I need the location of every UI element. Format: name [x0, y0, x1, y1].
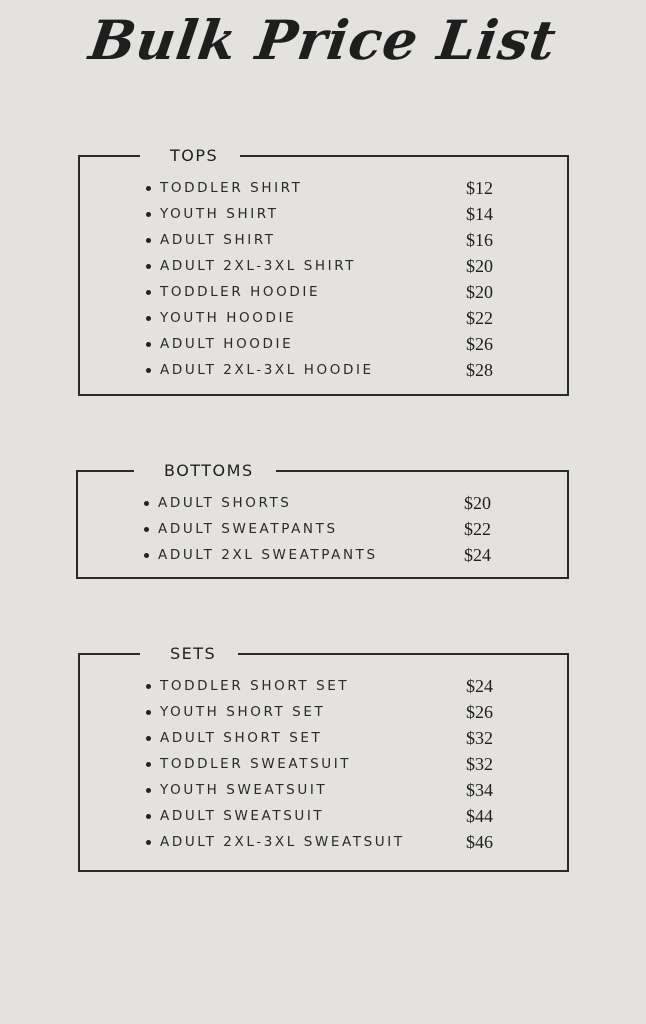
list-item — [146, 778, 546, 804]
item-name: YOUTH SHORT SET — [160, 704, 326, 720]
list-item — [146, 674, 546, 700]
bullet-icon — [146, 762, 151, 767]
item-price: $20 — [464, 493, 491, 513]
list-item — [146, 306, 546, 332]
list-item — [146, 254, 546, 280]
list-item — [144, 491, 544, 517]
bullet-icon — [146, 238, 151, 243]
list-item — [146, 202, 546, 228]
item-name: TODDLER HOODIE — [160, 284, 321, 300]
item-price: $44 — [466, 806, 493, 826]
item-price: $16 — [466, 230, 493, 250]
item-price: $24 — [466, 676, 493, 696]
list-item — [144, 517, 544, 543]
bullet-icon — [146, 684, 151, 689]
list-item — [146, 830, 546, 856]
item-price: $20 — [466, 282, 493, 302]
item-name: ADULT 2XL-3XL SWEATSUIT — [160, 834, 405, 850]
item-price: $28 — [466, 360, 493, 380]
item-name: ADULT SWEATSUIT — [160, 808, 325, 824]
item-name: ADULT SHIRT — [160, 232, 276, 248]
item-price: $32 — [466, 754, 493, 774]
item-price: $24 — [464, 545, 491, 565]
section-label: SETS — [140, 642, 238, 666]
section-label: BOTTOMS — [134, 459, 276, 483]
bullet-icon — [146, 316, 151, 321]
bullet-icon — [146, 290, 151, 295]
section-label: TOPS — [140, 144, 240, 168]
item-name: ADULT SHORTS — [158, 495, 292, 511]
section-sets — [78, 644, 569, 872]
item-price: $22 — [466, 308, 493, 328]
bullet-icon — [146, 264, 151, 269]
item-price: $26 — [466, 702, 493, 722]
list-item — [144, 543, 544, 569]
item-name: ADULT SWEATPANTS — [158, 521, 338, 537]
bullet-icon — [144, 553, 149, 558]
item-price: $26 — [466, 334, 493, 354]
list-item — [146, 176, 546, 202]
bullet-icon — [146, 710, 151, 715]
item-price: $22 — [464, 519, 491, 539]
bullet-icon — [146, 814, 151, 819]
bullet-icon — [146, 736, 151, 741]
bullet-icon — [146, 368, 151, 373]
list-item — [146, 332, 546, 358]
item-name: YOUTH SWEATSUIT — [160, 782, 328, 798]
item-name: YOUTH SHIRT — [160, 206, 279, 222]
item-name: ADULT SHORT SET — [160, 730, 323, 746]
bullet-icon — [146, 212, 151, 217]
list-item — [146, 358, 546, 384]
item-price: $34 — [466, 780, 493, 800]
item-name: TODDLER SHIRT — [160, 180, 303, 196]
item-price: $32 — [466, 728, 493, 748]
item-name: TODDLER SHORT SET — [160, 678, 350, 694]
bullet-icon — [144, 501, 149, 506]
list-item — [146, 752, 546, 778]
bullet-icon — [146, 186, 151, 191]
item-price: $14 — [466, 204, 493, 224]
list-item — [146, 804, 546, 830]
page-title: Bulk Price List — [85, 8, 561, 72]
item-name: TODDLER SWEATSUIT — [160, 756, 352, 772]
list-item — [146, 280, 546, 306]
item-name: YOUTH HOODIE — [160, 310, 297, 326]
item-name: ADULT 2XL-3XL SHIRT — [160, 258, 357, 274]
list-item — [146, 700, 546, 726]
list-item — [146, 228, 546, 254]
item-name: ADULT 2XL SWEATPANTS — [158, 547, 378, 563]
section-bottoms — [76, 461, 569, 579]
item-price: $46 — [466, 832, 493, 852]
item-name: ADULT HOODIE — [160, 336, 294, 352]
bullet-icon — [144, 527, 149, 532]
bullet-icon — [146, 840, 151, 845]
section-tops — [78, 146, 569, 396]
list-item — [146, 726, 546, 752]
item-price: $20 — [466, 256, 493, 276]
bullet-icon — [146, 342, 151, 347]
bullet-icon — [146, 788, 151, 793]
item-price: $12 — [466, 178, 493, 198]
item-name: ADULT 2XL-3XL HOODIE — [160, 362, 374, 378]
